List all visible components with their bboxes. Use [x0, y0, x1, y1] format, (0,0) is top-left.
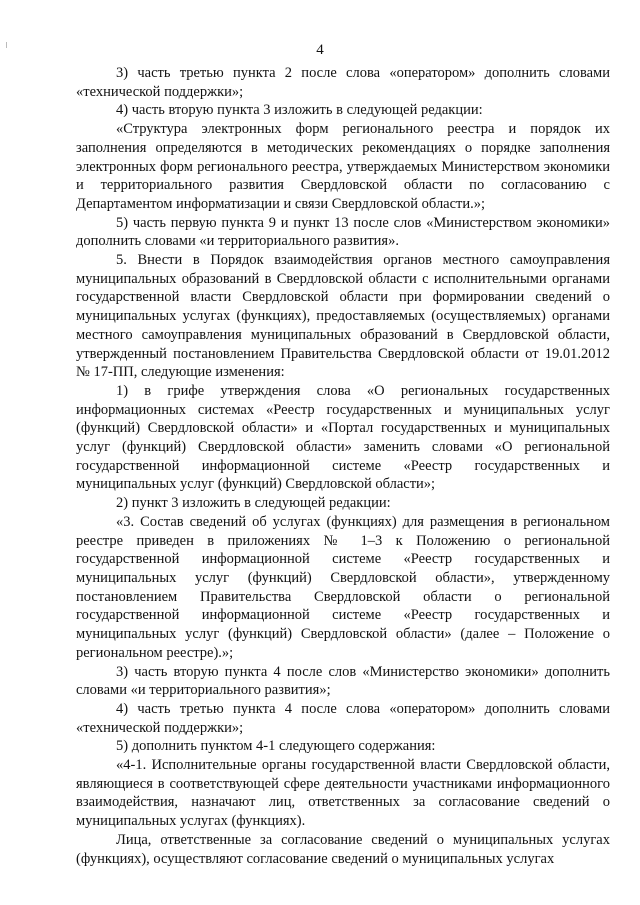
paragraph-sub-2: 2) пункт 3 изложить в следующей редакции:: [116, 495, 391, 512]
paragraph-sub-3: 3) часть вторую пункта 4 после слов «Министерство экономики» дополнить словами «и территориального развития»;: [76, 663, 610, 699]
paragraph-sub-5: 5) дополнить пунктом 4-1 следующего содержания:: [116, 738, 436, 755]
paragraph-sub-1: 1) в грифе утверждения слова «О региональных государственных информационных системах «Реестр государственных и муниципальных услуг (функций) Свердловской области» и «Портал государственных и муниципальных услуг (функций) Свердловской области» заменить словами «О региональной государственной информационной системе «Реестр государственных и муниципальных услуг (функций) Свердловской области»;: [76, 382, 610, 493]
paragraph-responsible-persons: Лица, ответственные за согласование сведений о муниципальных услугах (функциях), осуществляют согласование сведений о муниципальных услугах: [76, 831, 610, 867]
paragraph-section-5: 5. Внести в Порядок взаимодействия органов местного самоуправления муниципальных образований в Свердловской области с исполнительными органами государственной власти Свердловской области при формировании сведений о муниципальных услугах (функциях), предоставляемых (осуществляемых) органами местного самоуправления муниципальных образований в Свердловской области, утвержденный постановлением Правительства Свердловской области от 19.01.2012 № 17-ПП, следующие изменения:: [76, 252, 610, 381]
paragraph-sub-4: 4) часть третью пункта 4 после слова «оператором» дополнить словами «технической поддержки»;: [76, 700, 610, 736]
paragraph-item-5: 5) часть первую пункта 9 и пункт 13 после слов «Министерством экономики» дополнить словами «и территориального развития».: [76, 214, 610, 250]
paragraph-quote-4-1: «4-1. Исполнительные органы государственной власти Свердловской области, являющиеся в соответствующей сфере деятельности участниками информационного взаимодействия, назначают лиц, ответственных за согласование сведений о муниципальных услугах (функциях).: [76, 757, 610, 830]
document-body: [76, 64, 610, 868]
paragraph-item-4: 4) часть вторую пункта 3 изложить в следующей редакции:: [116, 102, 483, 119]
page-number: 4: [316, 42, 324, 58]
paragraph-item-3: 3) часть третью пункта 2 после слова «оператором» дополнить словами «технической поддержки»;: [76, 65, 610, 100]
paragraph-quote-structure: «Структура электронных форм регионального реестра и порядок их заполнения определяются в методических рекомендациях о порядке заполнения электронных форм регионального реестра, утверждаемых Министерством экономики и территориального развития Свердловской области по согласованию с Департаментом информатизации и связи Свердловской области.»;: [76, 121, 610, 212]
paragraph-quote-3: «3. Состав сведений об услугах (функциях) для размещения в региональном реестре приведен в приложениях № 1–3 к Положению о региональной государственной информационной системе «Реестр государственных и муниципальных услуг (функций) Свердловской области», утвержденному постановлением Правительства Свердловской области о региональной государственной информационной системе «Реестр государственных и муниципальных услуг (функций) Свердловской области» (далее – Положение о региональном реестре).»;: [76, 513, 610, 661]
